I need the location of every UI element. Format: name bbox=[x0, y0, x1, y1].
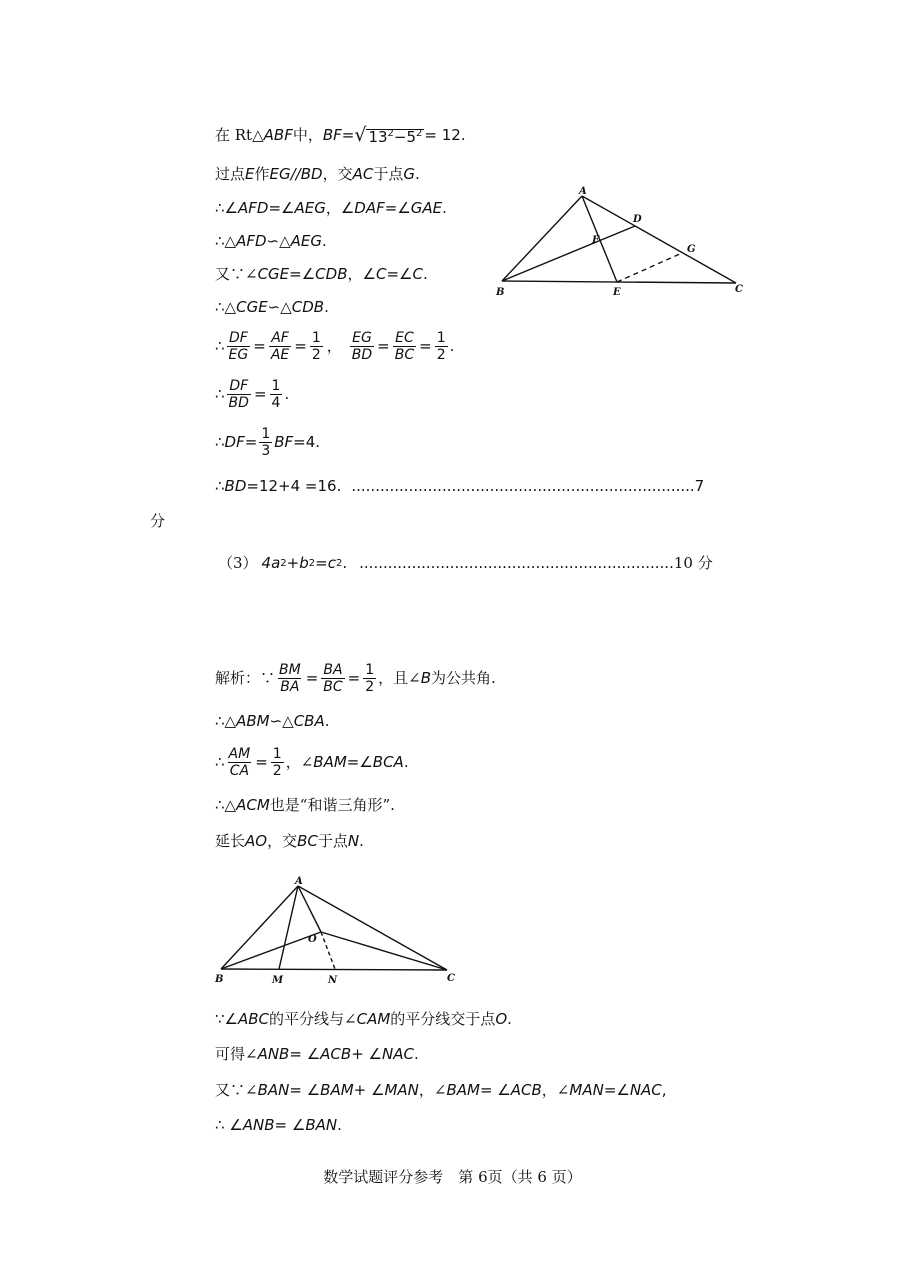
text: ， bbox=[326, 337, 342, 356]
numerator: EG bbox=[352, 330, 372, 346]
line-bd-result bbox=[215, 479, 704, 494]
label-c: C bbox=[447, 973, 455, 984]
denominator: CA bbox=[229, 763, 250, 780]
math: E bbox=[245, 165, 255, 183]
math: AFD bbox=[236, 232, 267, 250]
math: ∴ bbox=[215, 477, 225, 495]
line-ratio-equations bbox=[215, 330, 454, 363]
math: =∠ bbox=[268, 199, 295, 217]
text: 于点 bbox=[373, 165, 404, 183]
math: CGE bbox=[236, 298, 268, 316]
radical-sign-icon: √ bbox=[354, 124, 367, 146]
math: ∽△ bbox=[269, 712, 294, 730]
text: ，且∠ bbox=[378, 669, 421, 688]
math: −5 bbox=[393, 128, 417, 146]
line-similar-afd bbox=[215, 234, 327, 249]
math: = ∠ bbox=[479, 1081, 511, 1099]
score: 10 分 bbox=[673, 554, 713, 572]
text: 过点 bbox=[215, 165, 246, 183]
math: AO bbox=[245, 832, 268, 850]
math: . bbox=[403, 753, 409, 772]
line-similar-cge bbox=[215, 300, 329, 315]
line-cge-angles bbox=[215, 267, 428, 282]
text: . bbox=[414, 165, 420, 183]
math: NAC bbox=[381, 1045, 414, 1063]
text: 的平分线交于点 bbox=[390, 1010, 496, 1028]
line-extend-ao bbox=[215, 834, 364, 849]
label-n: N bbox=[328, 975, 338, 986]
numerator: 1 bbox=[365, 662, 375, 678]
math: = 12. bbox=[424, 126, 466, 144]
line-ban-sum bbox=[215, 1083, 667, 1098]
math: =4. bbox=[293, 433, 321, 452]
text: 延长 bbox=[215, 832, 246, 850]
label-d: D bbox=[633, 214, 642, 225]
text: ，∠ bbox=[418, 1081, 447, 1099]
math: = bbox=[305, 669, 319, 688]
math: ∴∠ bbox=[215, 199, 238, 217]
math: = bbox=[244, 433, 258, 452]
math: CBA bbox=[293, 712, 325, 730]
line-anb-sum bbox=[215, 1047, 419, 1062]
numerator: DF bbox=[229, 378, 249, 394]
math: AEG bbox=[294, 199, 326, 217]
radicand bbox=[366, 129, 424, 145]
math: 4a bbox=[261, 554, 281, 572]
math: . bbox=[324, 712, 330, 730]
math: c bbox=[327, 554, 336, 572]
denominator: BC bbox=[394, 347, 415, 364]
math: ∴ bbox=[215, 385, 225, 404]
math: . bbox=[342, 554, 348, 572]
math: BCA bbox=[372, 753, 404, 772]
line-part-3: （3） 4a 2 + b 2 = c 2 . .................................................................. 10 分 bbox=[218, 554, 713, 572]
numerator: 1 bbox=[271, 378, 281, 394]
numerator: AF bbox=[271, 330, 289, 346]
math: ACB bbox=[320, 1045, 352, 1063]
numerator: AM bbox=[228, 746, 251, 762]
text: 在 Rt△ bbox=[215, 126, 264, 144]
math: BAN bbox=[257, 1081, 290, 1099]
math: CAM bbox=[356, 1010, 391, 1028]
text: 的平分线与∠ bbox=[269, 1010, 357, 1028]
math: = ∠ bbox=[289, 1081, 321, 1099]
fraction bbox=[393, 330, 416, 363]
math: BAM bbox=[313, 753, 347, 772]
text: ，∠ bbox=[541, 1081, 570, 1099]
math: N bbox=[347, 832, 360, 850]
math: . bbox=[413, 1045, 419, 1063]
math: = bbox=[255, 753, 268, 772]
math: =∠ bbox=[603, 1081, 630, 1099]
segment-bo bbox=[221, 932, 321, 969]
math: = ∠ bbox=[289, 1045, 321, 1063]
denominator: 3 bbox=[261, 443, 271, 460]
line-construct-eg bbox=[215, 167, 420, 182]
leader-dots: ........................................................................ bbox=[351, 477, 695, 495]
math: = bbox=[377, 337, 390, 356]
text: 于点 bbox=[317, 832, 348, 850]
line-analysis bbox=[215, 662, 496, 695]
denominator: BA bbox=[280, 679, 300, 696]
fraction bbox=[227, 378, 251, 411]
label-a: A bbox=[295, 876, 303, 887]
math: . bbox=[284, 385, 290, 404]
label-b: B bbox=[496, 287, 505, 298]
fraction bbox=[321, 662, 344, 695]
label-c: C bbox=[735, 284, 743, 295]
fraction bbox=[271, 746, 284, 779]
math: DF bbox=[224, 433, 245, 452]
segment-eg-dashed bbox=[617, 253, 682, 282]
math: BAN bbox=[305, 1116, 338, 1134]
text: 又∵∠ bbox=[215, 265, 258, 283]
line-bisectors bbox=[215, 1012, 512, 1027]
text: 又∵∠ bbox=[215, 1081, 258, 1099]
line-equal-angles bbox=[215, 201, 447, 216]
label-a: A bbox=[579, 186, 587, 197]
math: C bbox=[375, 265, 387, 283]
math: ，∠ bbox=[325, 199, 355, 217]
fraction bbox=[259, 426, 272, 459]
fraction bbox=[277, 662, 303, 695]
math: MAN bbox=[569, 1081, 604, 1099]
math: b bbox=[299, 554, 309, 572]
math: B bbox=[420, 669, 432, 688]
label-o: O bbox=[308, 934, 317, 945]
math: , bbox=[661, 1081, 667, 1099]
numerator: EC bbox=[395, 330, 414, 346]
text: . bbox=[359, 832, 364, 850]
fraction bbox=[350, 330, 374, 363]
line-df-value bbox=[215, 426, 320, 459]
line-anb-equals-ban bbox=[215, 1118, 342, 1133]
math: ∴△ bbox=[215, 232, 237, 250]
math: CDB bbox=[315, 265, 348, 283]
math: =∠ bbox=[289, 265, 316, 283]
math: BC bbox=[297, 832, 318, 850]
figure-triangle-abc-2 bbox=[211, 872, 463, 988]
segment-oc bbox=[321, 932, 447, 970]
math: ∴△ bbox=[215, 712, 237, 730]
math: ∴ ∠ bbox=[215, 1116, 243, 1134]
math: BD bbox=[224, 477, 247, 495]
segment-ab bbox=[502, 196, 582, 281]
denominator: 2 bbox=[365, 679, 375, 696]
math: BF bbox=[274, 433, 294, 452]
footer-text: 数学试题评分参考 第 6页（共 6 页） bbox=[323, 1168, 582, 1186]
math: ANB bbox=[257, 1045, 290, 1063]
line-bf-length bbox=[215, 126, 466, 145]
label-m: M bbox=[272, 975, 284, 986]
segment-on-dashed bbox=[321, 932, 335, 969]
math: ACM bbox=[236, 796, 270, 814]
math: C bbox=[412, 265, 423, 283]
math: ∴△ bbox=[215, 298, 237, 316]
text: 分 bbox=[150, 512, 166, 530]
math: GAE bbox=[410, 199, 443, 217]
segment-ae bbox=[582, 196, 617, 282]
denominator: 2 bbox=[272, 763, 282, 780]
leader-dots: .................................................................. bbox=[359, 554, 674, 572]
math: ，∠ bbox=[347, 265, 376, 283]
math: = bbox=[341, 126, 355, 144]
math: =∠ bbox=[386, 265, 413, 283]
math: ABC bbox=[238, 1010, 270, 1028]
segment-bc bbox=[221, 969, 447, 970]
math: + ∠ bbox=[351, 1045, 382, 1063]
math: CGE bbox=[257, 265, 290, 283]
denominator: BD bbox=[228, 395, 249, 412]
math: ∴△ bbox=[215, 796, 237, 814]
math: ABF bbox=[263, 126, 293, 144]
math: MAN bbox=[384, 1081, 419, 1099]
page-footer bbox=[0, 1170, 905, 1185]
score: 7 bbox=[694, 477, 705, 495]
label-e: E bbox=[613, 287, 621, 298]
numerator: DF bbox=[228, 330, 248, 346]
math: = bbox=[253, 385, 267, 404]
segment-bd bbox=[502, 226, 635, 281]
label-g: G bbox=[687, 244, 696, 255]
math: = bbox=[253, 337, 266, 356]
text: 也是“和谐三角形”. bbox=[269, 796, 395, 814]
numerator: BA bbox=[323, 662, 343, 678]
math: BAM bbox=[320, 1081, 354, 1099]
math: =12+4 =16. bbox=[246, 477, 342, 495]
math: DAF bbox=[354, 199, 385, 217]
math: = bbox=[347, 669, 361, 688]
math: ∽△ bbox=[266, 232, 291, 250]
math: AC bbox=[352, 165, 374, 183]
fraction bbox=[310, 330, 323, 363]
figure-triangle-abc-1 bbox=[492, 184, 754, 300]
line-similar-abm bbox=[215, 714, 330, 729]
math: . bbox=[422, 265, 428, 283]
math: =∠ bbox=[384, 199, 411, 217]
line-am-over-ca bbox=[215, 746, 409, 779]
math: =∠ bbox=[346, 753, 373, 772]
math: ∴ bbox=[215, 433, 225, 452]
math: + ∠ bbox=[353, 1081, 385, 1099]
math: ∴ bbox=[215, 337, 225, 356]
text: （3） bbox=[218, 554, 258, 572]
math: AEG bbox=[290, 232, 323, 250]
exponent: 2 bbox=[387, 128, 394, 139]
text: 可得∠ bbox=[215, 1045, 258, 1063]
segment-ac bbox=[298, 886, 447, 970]
denominator: 2 bbox=[436, 347, 446, 364]
math: . bbox=[449, 337, 455, 356]
text: 解析：∵ bbox=[215, 669, 276, 688]
numerator: 1 bbox=[436, 330, 446, 346]
math: ∽△ bbox=[267, 298, 292, 316]
line-df-over-bd bbox=[215, 378, 289, 411]
math: ACB bbox=[510, 1081, 542, 1099]
denominator: 4 bbox=[271, 395, 281, 412]
math: G bbox=[403, 165, 415, 183]
text: ，交 bbox=[322, 165, 353, 183]
math: = bbox=[315, 554, 328, 572]
math: . bbox=[322, 232, 327, 250]
numerator: 1 bbox=[261, 426, 271, 442]
math: = ∠ bbox=[274, 1116, 306, 1134]
math: NAC bbox=[629, 1081, 662, 1099]
numerator: BM bbox=[279, 662, 301, 678]
math: O bbox=[495, 1010, 508, 1028]
math: . bbox=[442, 199, 447, 217]
label-b: B bbox=[215, 974, 224, 985]
line-harmonious-triangle bbox=[215, 798, 395, 813]
fraction bbox=[435, 330, 448, 363]
math: AFD bbox=[238, 199, 269, 217]
text: 作 bbox=[254, 165, 270, 183]
fraction bbox=[363, 662, 376, 695]
text: ，交 bbox=[267, 832, 298, 850]
fraction bbox=[269, 330, 291, 363]
numerator: 1 bbox=[272, 746, 282, 762]
text: 中， bbox=[292, 126, 323, 144]
math: BAM bbox=[446, 1081, 480, 1099]
math: EG//BD bbox=[269, 165, 323, 183]
line-score-unit bbox=[150, 514, 165, 529]
math: CDB bbox=[291, 298, 325, 316]
math: . bbox=[337, 1116, 342, 1134]
denominator: BC bbox=[323, 679, 343, 696]
fraction bbox=[227, 330, 251, 363]
text: ，∠ bbox=[285, 753, 314, 772]
math: ∵∠ bbox=[215, 1010, 238, 1028]
math: ANB bbox=[242, 1116, 275, 1134]
square-root bbox=[354, 126, 424, 145]
math: = bbox=[419, 337, 432, 356]
label-f: F bbox=[592, 235, 600, 246]
math: 13 bbox=[368, 128, 388, 146]
denominator: 2 bbox=[311, 347, 321, 364]
denominator: AE bbox=[270, 347, 290, 364]
segment-ab bbox=[221, 886, 298, 969]
math: + bbox=[286, 554, 300, 572]
math: . bbox=[324, 298, 329, 316]
text: . bbox=[507, 1010, 512, 1028]
exponent: 2 bbox=[416, 128, 423, 139]
segment-ac bbox=[582, 196, 736, 283]
denominator: BD bbox=[351, 347, 373, 364]
fraction bbox=[270, 378, 283, 411]
denominator: EG bbox=[228, 347, 249, 364]
numerator: 1 bbox=[311, 330, 321, 346]
math: ABM bbox=[236, 712, 270, 730]
math: = bbox=[294, 337, 307, 356]
math: ∴ bbox=[215, 753, 225, 772]
fraction bbox=[227, 746, 253, 779]
text: 为公共角. bbox=[431, 669, 496, 688]
segment-am bbox=[279, 886, 298, 969]
math: BF bbox=[322, 126, 342, 144]
